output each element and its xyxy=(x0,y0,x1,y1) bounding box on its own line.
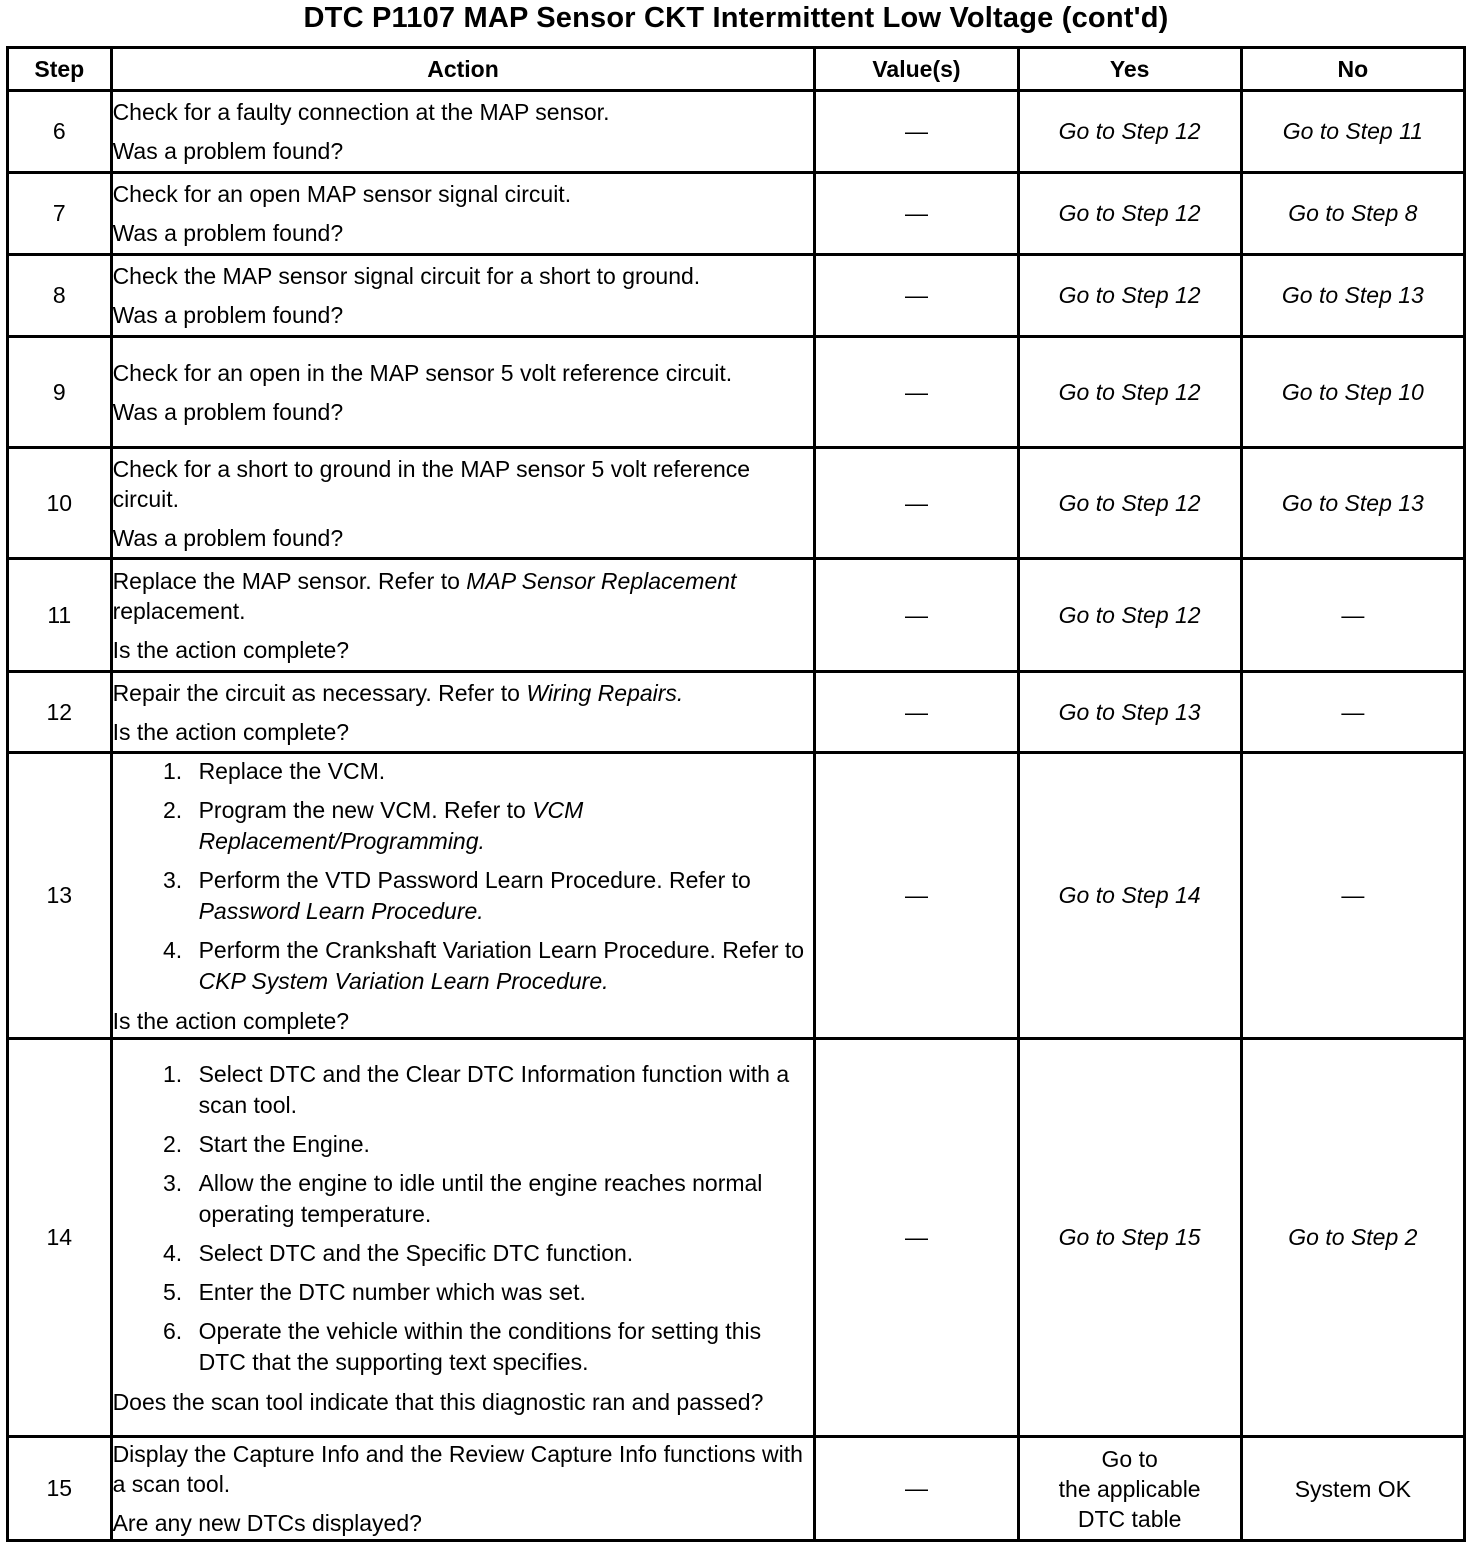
action-text: Check for a faulty connection at the MAP sensor. xyxy=(112,99,610,125)
no-cell: — xyxy=(1241,672,1464,753)
action-text-post: replacement. xyxy=(112,597,246,624)
list-item: 4. Select DTC and the Specific DTC function. xyxy=(189,1238,814,1269)
no-cell: System OK xyxy=(1241,1437,1464,1541)
table-row xyxy=(8,1039,1465,1437)
step-number: 15 xyxy=(8,1437,112,1541)
table-row xyxy=(8,559,1465,672)
list-item: 4. Perform the Crankshaft Variation Learn Procedure. Refer to CKP System Variation Learn Procedure. xyxy=(189,935,814,997)
value-cell: — xyxy=(815,753,1018,1039)
table-row xyxy=(8,91,1465,173)
page-title: DTC P1107 MAP Sensor CKT Intermittent Low Voltage (cont'd) xyxy=(303,2,1169,34)
list-item: 1. Select DTC and the Clear DTC Information function with a scan tool. xyxy=(189,1059,814,1121)
action-question: Does the scan tool indicate that this diagnostic ran and passed? xyxy=(112,1388,764,1415)
procedure-list xyxy=(113,1059,814,1378)
value-cell: — xyxy=(815,1039,1018,1437)
action-question: Was a problem found? xyxy=(112,398,344,425)
action-text: Check for a short to ground in the MAP sensor 5 volt reference circuit. xyxy=(112,455,751,512)
action-text-pre: Repair the circuit as necessary. Refer to xyxy=(112,679,527,706)
list-item: 6. Operate the vehicle within the conditions for setting this DTC that the supporting text specifies. xyxy=(189,1316,814,1378)
step-number: 9 xyxy=(8,337,112,448)
list-item: 3. Perform the VTD Password Learn Procedure. Refer to Password Learn Procedure. xyxy=(189,865,814,927)
yes-cell: Go to Step 12 xyxy=(1018,91,1241,173)
list-item: 2. Program the new VCM. Refer to VCM Replacement/Programming. xyxy=(189,795,814,857)
list-item: 2. Start the Engine. xyxy=(189,1129,814,1160)
table-row xyxy=(8,337,1465,448)
no-cell: Go to Step 13 xyxy=(1241,448,1464,559)
yes-cell: Go to Step 15 xyxy=(1018,1039,1241,1437)
table-header-row xyxy=(8,48,1465,91)
list-item: 3. Allow the engine to idle until the engine reaches normal operating temperature. xyxy=(189,1168,814,1230)
table-row xyxy=(8,173,1465,255)
no-cell: Go to Step 10 xyxy=(1241,337,1464,448)
value-cell: — xyxy=(815,448,1018,559)
no-cell: Go to Step 13 xyxy=(1241,255,1464,337)
yes-cell: Go to Step 12 xyxy=(1018,559,1241,672)
header-step: Step xyxy=(8,48,112,91)
step-number: 7 xyxy=(8,173,112,255)
action-text: Check for an open MAP sensor signal circuit. xyxy=(112,181,572,207)
value-cell: — xyxy=(815,559,1018,672)
header-no: No xyxy=(1241,48,1464,91)
action-question: Was a problem found? xyxy=(112,302,344,328)
step-number: 14 xyxy=(8,1039,112,1437)
yes-cell: Go to Step 12 xyxy=(1018,448,1241,559)
step-number: 6 xyxy=(8,91,112,173)
action-cell xyxy=(111,559,815,672)
table-row xyxy=(8,448,1465,559)
step-number: 11 xyxy=(8,559,112,672)
yes-cell: Go to Step 14 xyxy=(1018,753,1241,1039)
action-cell xyxy=(111,337,815,448)
step-number: 10 xyxy=(8,448,112,559)
value-cell: — xyxy=(815,337,1018,448)
action-text xyxy=(113,678,814,708)
action-cell xyxy=(111,448,815,559)
no-cell: — xyxy=(1241,559,1464,672)
yes-cell: Go to Step 12 xyxy=(1018,173,1241,255)
action-text: Check the MAP sensor signal circuit for a short to ground. xyxy=(112,263,701,289)
table-row xyxy=(8,1437,1465,1541)
action-cell xyxy=(111,753,815,1039)
step-number: 12 xyxy=(8,672,112,753)
action-question: Is the action complete? xyxy=(112,718,350,745)
header-action: Action xyxy=(111,48,815,91)
step-number: 13 xyxy=(8,753,112,1039)
value-cell: — xyxy=(815,91,1018,173)
value-cell: — xyxy=(815,255,1018,337)
action-question: Is the action complete? xyxy=(112,636,350,663)
step-number: 8 xyxy=(8,255,112,337)
reference-link[interactable]: CKP System Variation Learn Procedure. xyxy=(198,967,609,994)
reference-link[interactable]: Wiring Repairs. xyxy=(526,679,684,706)
reference-link[interactable]: Password Learn Procedure. xyxy=(198,897,484,924)
action-cell xyxy=(111,255,815,337)
action-cell xyxy=(111,1039,815,1437)
diagnostic-table xyxy=(6,46,1466,1542)
table-row xyxy=(8,672,1465,753)
action-cell xyxy=(111,173,815,255)
action-cell xyxy=(111,91,815,173)
yes-cell: Go to Step 12 xyxy=(1018,255,1241,337)
table-row xyxy=(8,255,1465,337)
no-cell: Go to Step 8 xyxy=(1241,173,1464,255)
header-values: Value(s) xyxy=(815,48,1018,91)
action-text xyxy=(113,566,814,626)
value-cell: — xyxy=(815,1437,1018,1541)
yes-cell: Go to Step 13 xyxy=(1018,672,1241,753)
action-text: Check for an open in the MAP sensor 5 volt reference circuit. xyxy=(112,359,733,386)
value-cell: — xyxy=(815,672,1018,753)
yes-cell: Go to the applicable DTC table xyxy=(1018,1437,1241,1541)
no-cell: — xyxy=(1241,753,1464,1039)
action-cell xyxy=(111,672,815,753)
reference-link[interactable]: MAP Sensor Replacement xyxy=(466,567,737,594)
procedure-list xyxy=(113,756,814,997)
action-question: Was a problem found? xyxy=(112,220,344,246)
action-question: Is the action complete? xyxy=(112,1007,350,1034)
yes-cell: Go to Step 12 xyxy=(1018,337,1241,448)
list-item: 1. Replace the VCM. xyxy=(189,756,814,787)
action-cell xyxy=(111,1437,815,1541)
action-text: Display the Capture Info and the Review Capture Info functions with a scan tool. xyxy=(112,1441,803,1497)
header-yes: Yes xyxy=(1018,48,1241,91)
action-question: Was a problem found? xyxy=(112,524,344,551)
no-cell: Go to Step 11 xyxy=(1241,91,1464,173)
action-question: Are any new DTCs displayed? xyxy=(112,1510,422,1536)
value-cell: — xyxy=(815,173,1018,255)
reference-link[interactable]: VCM Replacement/Programming. xyxy=(198,796,584,854)
action-text-pre: Replace the MAP sensor. Refer to xyxy=(112,567,467,594)
no-cell: Go to Step 2 xyxy=(1241,1039,1464,1437)
action-question: Was a problem found? xyxy=(112,138,344,164)
table-row xyxy=(8,753,1465,1039)
list-item: 5. Enter the DTC number which was set. xyxy=(189,1277,814,1308)
